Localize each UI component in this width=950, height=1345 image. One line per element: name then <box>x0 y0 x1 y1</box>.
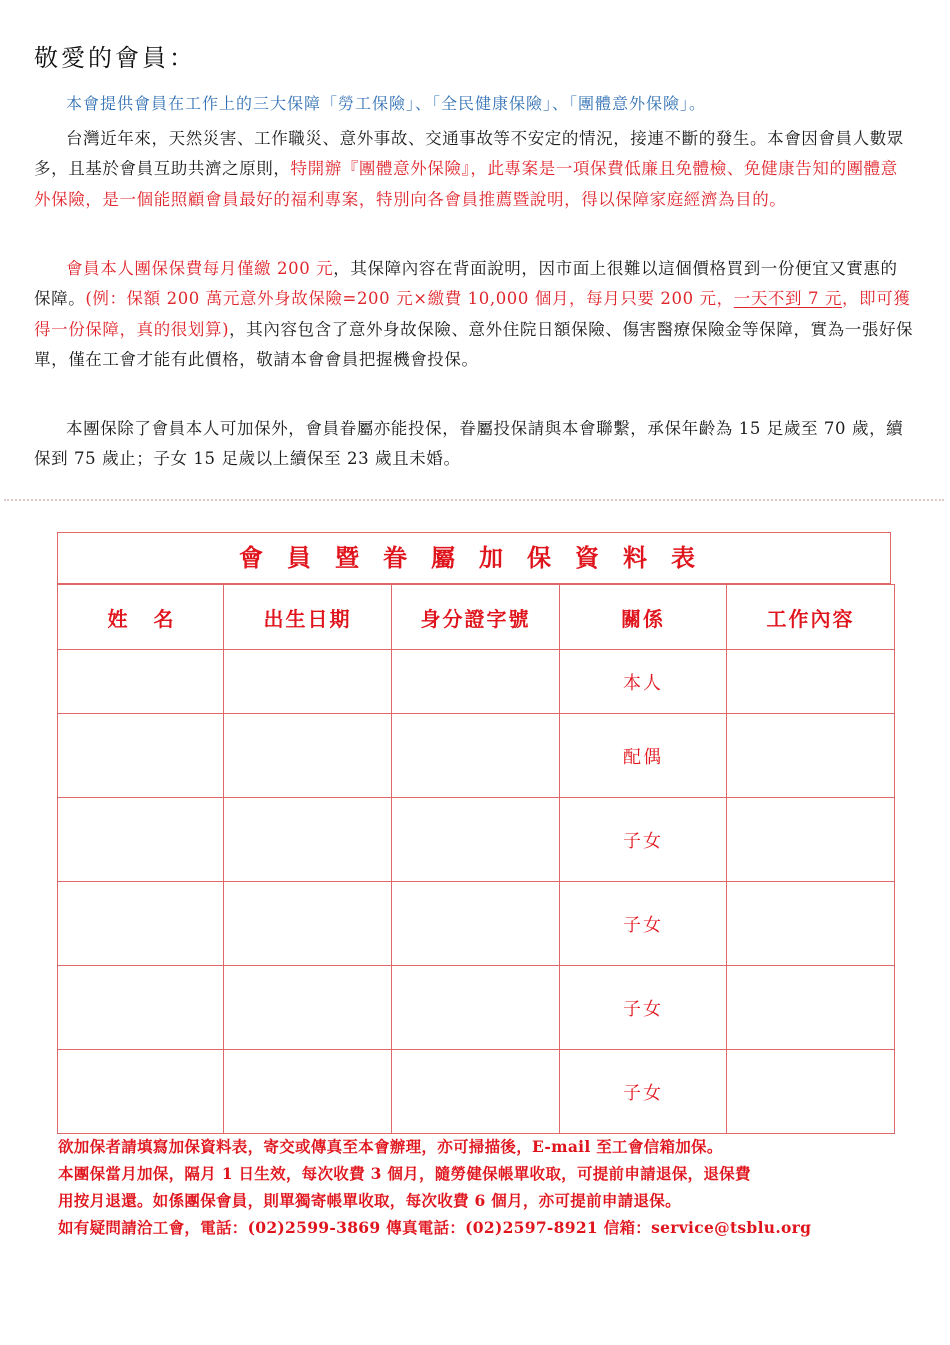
relation-cell: 子女 <box>560 966 727 1050</box>
premium-example-underlined: 一天不到 7 元 <box>733 289 843 309</box>
paragraph-disasters-text: 台灣近年來，天然災害、工作職災、意外事故、交通事故等不安定的情況，接連不斷的發生。本會因會員人數眾多，且基於會員互助共濟之原則， <box>34 129 904 179</box>
id-number-cell[interactable] <box>392 650 560 714</box>
table-row <box>58 714 895 798</box>
id-number-cell[interactable] <box>392 966 560 1050</box>
paragraph-disasters <box>34 124 914 215</box>
name-cell[interactable] <box>58 650 224 714</box>
premium-example-b: ，即可獲得一份保障，真的很划算) <box>34 289 911 339</box>
salutation: 敬愛的會員： <box>34 44 196 72</box>
table-row <box>58 798 895 882</box>
job-cell[interactable] <box>727 1050 895 1134</box>
job-cell[interactable] <box>727 882 895 966</box>
id-number-cell[interactable] <box>392 1050 560 1134</box>
column-header-relation: 關係 <box>560 585 727 650</box>
name-cell[interactable] <box>58 1050 224 1134</box>
enrollment-notes <box>58 1133 918 1241</box>
id-number-cell[interactable] <box>392 882 560 966</box>
column-header-birthdate: 出生日期 <box>224 585 392 650</box>
form-title: 會員暨眷屬加保資料表 <box>239 543 719 572</box>
job-cell[interactable] <box>727 798 895 882</box>
premium-example-a: (例：保額 200 萬元意外身故保險=200 元×繳費 10,000 個月，每月只要 200 元， <box>85 289 734 309</box>
table-row <box>58 966 895 1050</box>
paragraph-family-text: 本團保除了會員本人可加保外，會員眷屬亦能投保，眷屬投保請與本會聯繫，承保年齡為 15 足歲至 70 歲，續保到 75 歲止；子女 15 足歲以上續保至 23 歲且未婚。 <box>34 419 904 469</box>
job-cell[interactable] <box>727 714 895 798</box>
paragraph-premium <box>34 254 914 375</box>
birthdate-cell[interactable] <box>224 650 392 714</box>
enrollment-table <box>57 584 895 1134</box>
relation-cell: 子女 <box>560 798 727 882</box>
note-contact: 如有疑問請洽工會，電話：(02)2599-3869 傳真電話：(02)2597-8921 信箱：service@tsblu.org <box>58 1218 812 1237</box>
note-submission: 欲加保者請填寫加保資料表，寄交或傳真至本會辦理，亦可掃描後，E-mail 至工會信箱加保。 <box>58 1137 723 1156</box>
relation-cell: 本人 <box>560 650 727 714</box>
premium-text-a: ，其保障內容在背面說明，因市面上很難以這個價格買到一份便宜又實惠的保障。 <box>34 259 898 309</box>
intro-line: 本會提供會員在工作上的三大保障「勞工保險」、「全民健康保險」、「團體意外保險」。 <box>66 94 707 113</box>
birthdate-cell[interactable] <box>224 798 392 882</box>
paragraph-family <box>34 414 914 475</box>
birthdate-cell[interactable] <box>224 882 392 966</box>
birthdate-cell[interactable] <box>224 1050 392 1134</box>
job-cell[interactable] <box>727 650 895 714</box>
table-row <box>58 882 895 966</box>
name-cell[interactable] <box>58 882 224 966</box>
column-header-name: 姓名 <box>58 585 224 650</box>
note-billing: 本團保當月加保，隔月 1 日生效，每次收費 3 個月，隨勞健保帳單收取，可提前申請退保，退保費 <box>58 1164 751 1183</box>
relation-cell: 配偶 <box>560 714 727 798</box>
name-cell[interactable] <box>58 798 224 882</box>
birthdate-cell[interactable] <box>224 966 392 1050</box>
name-cell[interactable] <box>58 714 224 798</box>
relation-cell: 子女 <box>560 1050 727 1134</box>
column-header-id-number: 身分證字號 <box>392 585 560 650</box>
id-number-cell[interactable] <box>392 798 560 882</box>
cut-line-divider <box>4 499 944 501</box>
paragraph-disasters-highlight: 特開辦『團體意外保險』，此專案是一項保費低廉且免體檢、免健康告知的團體意外保險，是一個能照顧會員最好的福利專案，特別向各會員推薦暨說明，得以保障家庭經濟為目的。 <box>34 159 898 209</box>
table-row <box>58 1050 895 1134</box>
column-header-job: 工作內容 <box>727 585 895 650</box>
premium-highlight: 會員本人團保保費每月僅繳 200 元 <box>66 259 334 278</box>
id-number-cell[interactable] <box>392 714 560 798</box>
job-cell[interactable] <box>727 966 895 1050</box>
relation-cell: 子女 <box>560 882 727 966</box>
table-row <box>58 650 895 714</box>
header-row <box>58 585 895 650</box>
note-refund: 用按月退還。如係團保會員，則單獨寄帳單收取，每次收費 6 個月，亦可提前申請退保。 <box>58 1191 681 1210</box>
birthdate-cell[interactable] <box>224 714 392 798</box>
name-cell[interactable] <box>58 966 224 1050</box>
premium-text-b: ，其內容包含了意外身故保險、意外住院日額保險、傷害醫療保險金等保障，實為一張好保單，僅在工會才能有此價格，敬請本會會員把握機會投保。 <box>34 319 914 369</box>
